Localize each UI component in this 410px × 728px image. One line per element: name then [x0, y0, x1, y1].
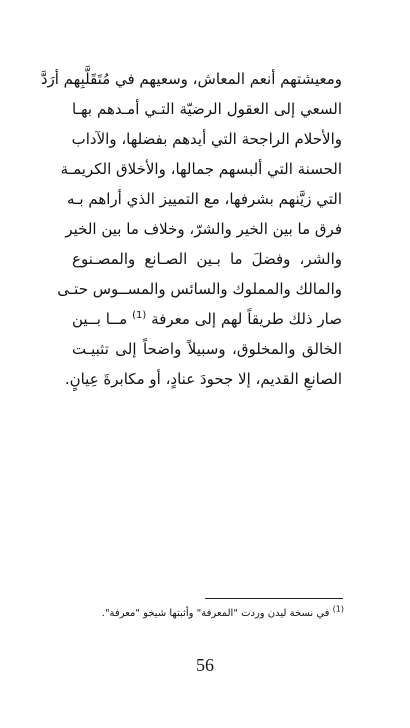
text-line-7: والشر، وفضلَ ما بـين الصـانع والمصـنوع: [72, 250, 342, 268]
text-line-2: السعي إلى العقول الرضيّة التـي أمـدهم بهـا: [72, 100, 342, 118]
text-line-9-end: مــا بــين: [72, 310, 128, 328]
text-line-9-start: صار ذلك طريقاً لهم إلى معرفة: [151, 310, 342, 328]
footnote-reference[interactable]: (1): [132, 310, 147, 321]
footnote-separator: [205, 598, 343, 599]
footnote: [60, 606, 344, 622]
text-line-10: الخالق والمخلوق، وسبيلاً واضحاً إلى تثبيـت: [72, 340, 342, 358]
text-line-11: الصانعِ القديم، إلا جحودَ عنادٍ، أو مكابرةَ عِيانٍ.: [64, 370, 342, 388]
text-line-8: والمالك والمملوك والسائس والمســوس حتـى: [57, 280, 342, 298]
text-line-6: فرق ما بين الخير والشرّ، وخلاف ما بين الخير: [65, 220, 342, 238]
footnote-text: في نسخة ليدن وردت "المعرفة" وأثبتها شيخو "معرفة".: [101, 608, 330, 619]
text-line-9: [72, 304, 342, 334]
page-number: 56: [196, 655, 214, 675]
footnote-mark: (1): [332, 604, 344, 614]
text-line-1: ومعيشتهم أنعم المعاش، وسعيهم في مُتَقَلَّبِهم أرَدَّ: [40, 70, 342, 88]
text-line-4: الحسنة التي ألبسهم جمالها، والأخلاق الكريمـة: [60, 160, 342, 178]
text-line-5: التي زيَّنهم بشرفها، مع التمييز الذي أراهم بـه: [66, 190, 342, 208]
main-text-block: [40, 64, 342, 394]
text-line-3: والأحلام الراجحة التي أيدهم بفضلها، والآداب: [71, 130, 342, 148]
